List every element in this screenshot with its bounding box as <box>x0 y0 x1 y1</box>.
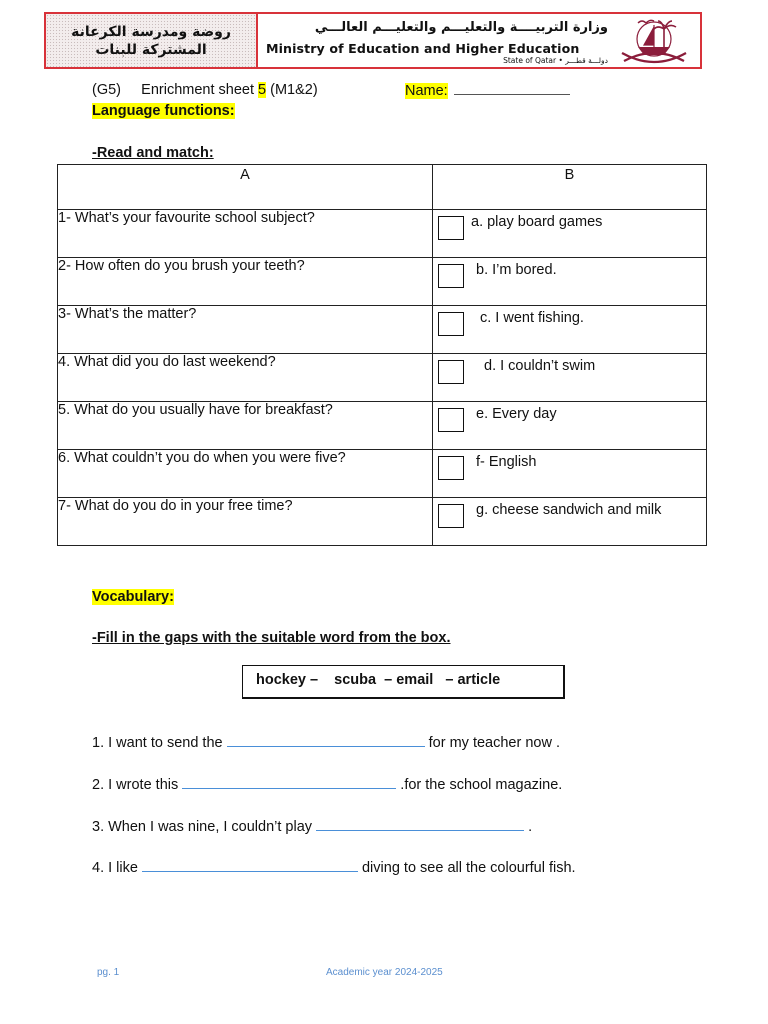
gap-blank[interactable] <box>227 734 425 747</box>
language-functions-heading: Language functions: <box>92 103 235 119</box>
gap-blank[interactable] <box>182 776 396 789</box>
name-field <box>405 82 570 99</box>
answer-checkbox[interactable] <box>438 360 464 384</box>
answer-option: f- English <box>476 454 537 470</box>
table-row <box>58 402 707 450</box>
gap-sentence-3: 3. When I was nine, I couldn’t play . <box>92 819 533 835</box>
gap-blank[interactable] <box>316 818 524 831</box>
answer-checkbox[interactable] <box>438 504 464 528</box>
answer-cell <box>433 258 707 306</box>
gap-blank[interactable] <box>142 859 358 872</box>
gap-sentence-1: 1. I want to send the for my teacher now . <box>92 735 561 751</box>
question-cell: 4. What did you do last weekend? <box>58 354 433 402</box>
answer-option: b. I’m bored. <box>476 262 557 278</box>
answer-cell <box>433 354 707 402</box>
modules-label: (M1&2) <box>270 82 318 98</box>
school-name-line1: روضة ومدرسة الكرعانة <box>71 23 231 40</box>
read-and-match-instruction: -Read and match: <box>92 145 214 161</box>
answer-checkbox[interactable] <box>438 216 464 240</box>
fill-gaps-instruction: -Fill in the gaps with the suitable word from the box. <box>92 630 451 646</box>
answer-option: d. I couldn’t swim <box>484 358 596 374</box>
answer-checkbox[interactable] <box>438 312 464 336</box>
table-row <box>58 306 707 354</box>
column-b-header: B <box>433 165 707 210</box>
table-row <box>58 258 707 306</box>
ministry-name-english: Ministry of Education and Higher Education <box>266 41 580 56</box>
question-cell: 5. What do you usually have for breakfast? <box>58 402 433 450</box>
name-blank[interactable] <box>454 82 570 95</box>
table-header-row <box>58 165 707 210</box>
table-row <box>58 498 707 546</box>
answer-checkbox[interactable] <box>438 456 464 480</box>
gap-sentence-4: 4. I like diving to see all the colourful fish. <box>92 860 576 876</box>
page-number: pg. 1 <box>97 967 120 978</box>
gap-sentence-2: 2. I wrote this .for the school magazine. <box>92 777 563 793</box>
table-row <box>58 354 707 402</box>
column-a-header: A <box>58 165 433 210</box>
qatar-emblem-icon <box>616 17 692 65</box>
vocabulary-heading: Vocabulary: <box>92 589 174 605</box>
word-box: hockey – scuba – email – article <box>242 665 565 699</box>
question-cell: 3- What’s the matter? <box>58 306 433 354</box>
question-cell: 1- What’s your favourite school subject? <box>58 210 433 258</box>
question-cell: 6. What couldn’t you do when you were five? <box>58 450 433 498</box>
answer-cell <box>433 306 707 354</box>
ministry-block <box>258 14 700 67</box>
answer-option: g. cheese sandwich and milk <box>476 502 662 518</box>
table-row <box>58 450 707 498</box>
answer-checkbox[interactable] <box>438 264 464 288</box>
answer-cell <box>433 450 707 498</box>
question-cell: 2- How often do you brush your teeth? <box>58 258 433 306</box>
table-row <box>58 210 707 258</box>
sheet-title: Enrichment sheet <box>141 82 254 98</box>
name-label: Name: <box>405 83 448 99</box>
answer-cell <box>433 210 707 258</box>
state-of-qatar-label: State of Qatar • دولـــة قطـــر <box>503 56 608 65</box>
school-name-box <box>46 14 258 67</box>
matching-table <box>57 164 707 546</box>
question-cell: 7- What do you do in your free time? <box>58 498 433 546</box>
grade-label: (G5) <box>92 82 121 98</box>
academic-year: Academic year 2024-2025 <box>326 967 443 978</box>
ministry-name-arabic: وزارة التربيــــة والتعليـــم والتعليـــم العالـــي <box>314 20 608 35</box>
answer-cell <box>433 498 707 546</box>
sheet-title-line <box>92 82 318 98</box>
answer-option: a. play board games <box>471 214 603 230</box>
sheet-number: 5 <box>258 82 267 98</box>
school-name-line2: المشتركة للبنات <box>95 41 207 58</box>
answer-checkbox[interactable] <box>438 408 464 432</box>
answer-cell <box>433 402 707 450</box>
answer-option: e. Every day <box>476 406 557 422</box>
answer-option: c. I went fishing. <box>480 310 584 326</box>
letterhead <box>44 12 702 69</box>
